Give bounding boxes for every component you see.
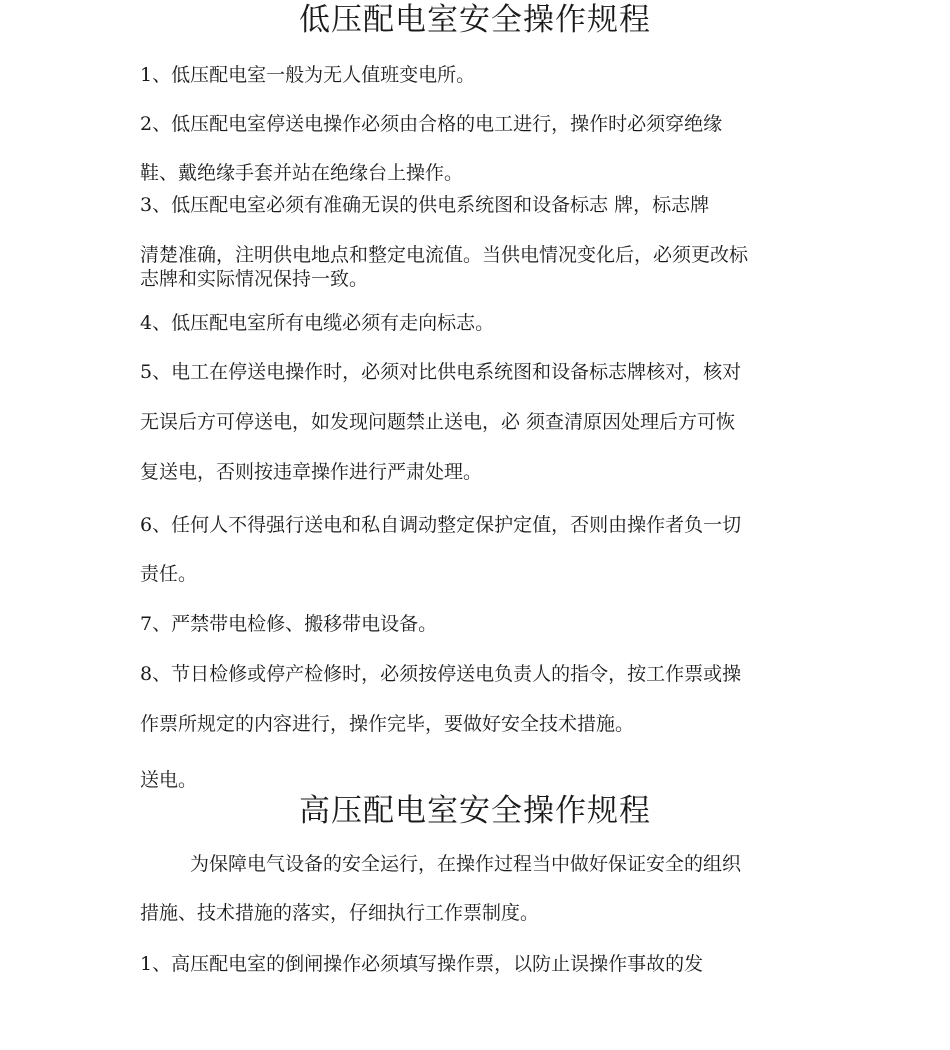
paragraph-line: 复送电，否则按违章操作进行严肃处理。 xyxy=(140,461,483,483)
paragraph-line: 责任。 xyxy=(140,563,198,585)
paragraph-line: 5、电工在停送电操作时，必须对比供电系统图和设备标志牌核对，核对 xyxy=(140,361,742,383)
paragraph-line: 8、节日检修或停产检修时，必须按停送电负责人的指令，按工作票或操 xyxy=(140,663,742,685)
section-title-low-voltage: 低压配电室安全操作规程 xyxy=(299,2,651,38)
paragraph-line: 作票所规定的内容进行，操作完毕，要做好安全技术措施。 xyxy=(140,713,635,735)
paragraph-line: 1、高压配电室的倒闸操作必须填写操作票，以防止误操作事故的发 xyxy=(140,953,704,975)
paragraph-line: 1、低压配电室一般为无人值班变电所。 xyxy=(140,64,476,86)
paragraph-line: 措施、技术措施的落实，仔细执行工作票制度。 xyxy=(140,902,540,924)
paragraph-line: 3、低压配电室必须有准确无误的供电系统图和设备标志 牌，标志牌 xyxy=(140,194,710,216)
paragraph-line: 志牌和实际情况保持一致。 xyxy=(140,268,369,290)
paragraph-line: 清楚准确，注明供电地点和整定电流值。当供电情况变化后，必须更改标 xyxy=(140,244,749,266)
paragraph-line: 鞋、戴绝缘手套并站在绝缘台上操作。 xyxy=(140,162,464,184)
paragraph-line: 4、低压配电室所有电缆必须有走向标志。 xyxy=(140,312,495,334)
paragraph-line: 6、任何人不得强行送电和私自调动整定保护定值，否则由操作者负一切 xyxy=(140,514,742,536)
paragraph-line: 2、低压配电室停送电操作必须由合格的电工进行，操作时必须穿绝缘 xyxy=(140,113,723,135)
paragraph-line: 7、严禁带电检修、搬移带电设备。 xyxy=(140,613,438,635)
paragraph-line: 送电。 xyxy=(140,769,198,791)
section-title-high-voltage: 高压配电室安全操作规程 xyxy=(299,793,651,829)
paragraph-line: 为保障电气设备的安全运行，在操作过程当中做好保证安全的组织 xyxy=(190,853,742,875)
paragraph-line: 无误后方可停送电，如发现问题禁止送电，必 须查清原因处理后方可恢 xyxy=(140,411,736,433)
